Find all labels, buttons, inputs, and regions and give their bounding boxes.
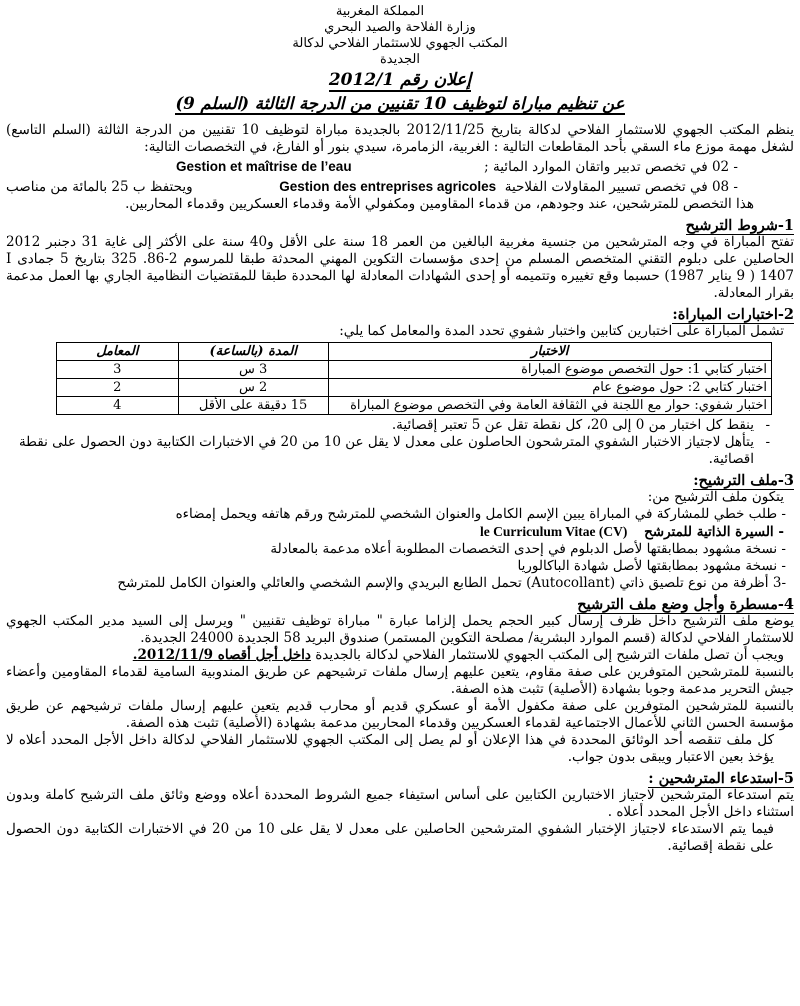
exam-name: اختبار كتابي 1: حول التخصص موضوع المباراة xyxy=(328,361,771,379)
exam-name: اختبار كتابي 2: حول موضوع عام xyxy=(328,379,771,397)
section-5-title: 5-استدعاء المترشحين : xyxy=(648,770,794,787)
exam-name: اختبار شفوي: حوار مع اللجنة في الثقافة العامة وفي التخصص موضوع المباراة xyxy=(328,397,771,415)
specialty-business-fr: Gestion des entreprises agricoles xyxy=(279,179,497,194)
section-1-title: 1-شروط الترشيح xyxy=(685,217,794,234)
file-item-request: - طلب خطي للمشاركة في المباراة يبين الإسم الكامل والعنوان الشخصي للمترشح ورقم هاتفه ويحمل إمضاءه xyxy=(175,506,786,522)
header-city: الجديدة xyxy=(379,52,421,67)
section-2-intro: تشمل المباراة على اختبارين كتابين واختبار شفوي تحدد المدة والمعامل كما يلي: xyxy=(339,323,784,339)
exam-table-header xyxy=(57,343,772,361)
specialty-water-fr: Gestion et maîtrise de l’eau xyxy=(176,159,352,174)
header-ministry: وزارة الفلاحة والصيد البحري xyxy=(324,20,476,35)
letterhead xyxy=(6,4,794,68)
section-4-p5: كل ملف تنقصه أحد الوثائق المحددة في هذا الإعلان أو لم يصل إلى المكتب الجهوي للاستثمار الفلاحي لدكالة داخل الأجل المحدد أعلاه لا يؤخذ بعين الاعتبار ويبقى بدون جواب. xyxy=(6,732,774,765)
exam-duration: 3 س xyxy=(178,361,328,379)
col-coefficient: المعامل xyxy=(57,343,179,361)
file-item-diploma: - نسخة مشهود بمطابقتها لأصل الدبلوم في إحدى التخصصات المطلوبة أعلاه مدعمة بالمعادلة xyxy=(270,541,786,557)
file-item-cv-fr: le Curriculum Vitae (CV) xyxy=(480,524,628,539)
specialty-business xyxy=(6,178,794,196)
table-row xyxy=(57,397,772,415)
col-exam: الاختبار xyxy=(328,343,771,361)
table-row xyxy=(57,379,772,397)
table-row xyxy=(57,361,772,379)
specialty-water-ar: - 02 في تخصص تدبير واتقان الموارد المائية ; xyxy=(484,159,738,175)
section-4-p1: يوضع ملف الترشيح داخل ظرف إرسال كبير الحجم يحمل إلزاما عبارة " مباراة توظيف تقنيين " ويرسل إلى السيد مدير المكتب الجهوي للاستثمار الفلاحي لدكالة (قسم الموارد البشرية/ مصلحة التكوين المستمر) صندوق البريد 58 الجديدة 24000 الجديدة. xyxy=(6,613,794,646)
section-4-deadline-b: داخل أجل أقصاه 2012/11/9. xyxy=(132,647,311,663)
file-item-envelopes-b: (Autocollant) xyxy=(526,575,616,591)
announcement-title: إعلان رقم 2012/1 xyxy=(328,70,472,90)
exam-coefficient: 2 xyxy=(57,379,179,397)
file-item-cv xyxy=(6,523,794,541)
exam-coefficient: 4 xyxy=(57,397,179,415)
specialty-business-quota: ويحتفظ ب 25 بالمائة من مناصب xyxy=(6,179,193,195)
specialty-water xyxy=(6,158,794,176)
section-4-title: 4-مسطرة وأجل وضع ملف الترشيح xyxy=(577,596,794,613)
oral-qualification-note: - يتأهل لاجتياز الاختبار الشفوي المترشحون الحاصلون على معدل لا يقل عن 10 من 20 في الاختبارات الكتابية دون الحصول على نقطة اقصائية. xyxy=(6,434,794,468)
section-3-title: 3-ملف الترشيح: xyxy=(693,472,794,489)
file-item-envelopes-a: -3 أظرفة من نوع تلصيق ذاتي xyxy=(619,575,786,591)
section-1-text: تفتح المباراة في وجه المترشحين من جنسية مغربية البالغين من العمر 18 سنة على الأقل و40 سنة على الأكثر إلى غاية 31 دجنبر 2012 الحاصلين على دبلوم التقني المتخصص المسلم من إحدى مؤسسات التكوين المهني المحدثة طبقا للمرسوم 2-86. 325 بتاريخ 5 جمادى I 1407 ( 9 يناير 1987) حسبما وقع تغييره وتتميمه أو إحدى الشهادات المعادلة لها المحددة طبقا للمقتضيات النظامية الجاري بها العمل مدعمة بقرار المعادلة. xyxy=(6,234,794,301)
section-5-p2: فيما يتم الاستدعاء لاجتياز الإختبار الشفوي المترشحين الحاصلين على معدل لا يقل على 10 من 20 في الاختبارات الكتابية دون الحصول على نقطة إقصائية. xyxy=(6,821,774,854)
file-item-cv-ar: - السيرة الذاتية للمترشح xyxy=(644,524,784,540)
section-2-title: 2-اختبارات المباراة: xyxy=(672,306,794,323)
col-duration: المدة (بالساعة) xyxy=(178,343,328,361)
header-office: المكتب الجهوي للاستثمار الفلاحي لدكالة xyxy=(292,36,508,51)
exam-table xyxy=(56,342,772,415)
file-item-envelopes-c: تحمل الطابع البريدي والإسم الشخصي والعائلي والعنوان الكامل للمترشح xyxy=(117,575,522,591)
exam-coefficient: 3 xyxy=(57,361,179,379)
reserve-note: هذا التخصص للمترشحين، عند وجودهم، من قدماء المقاومين ومكفولي الأمة وقدماء العسكريين وقدماء المحاربين. xyxy=(125,196,754,212)
file-item-envelopes xyxy=(6,575,794,592)
exam-duration: 2 س xyxy=(178,379,328,397)
section-3-intro: يتكون ملف الترشيح من: xyxy=(647,489,784,505)
section-5-p1: يتم استدعاء المترشحين لاجتياز الاختبارين الكتابين على أساس استيفاء جميع الشروط المحددة أعلاه ووضع وثائق ملف الترشيح كاملة وبدون استثناء داخل الأجل المحدد أعلاه . xyxy=(6,787,794,820)
section-4-p3: بالنسبة للمترشحين المتوفرين على صفة مقاوم، يتعين عليهم إرسال ملفات ترشيحهم عن طريق المندوبية السامية لقدماء المقاومين وأعضاء جيش التحرير مدعمة وجوبا بشهادة (الأصلية) تثبت هذه الصفة. xyxy=(6,664,794,697)
section-4-deadline xyxy=(6,647,794,664)
announcement-subtitle: عن تنظيم مباراة لتوظيف 10 تقنيين من الدرجة الثالثة (السلم 9) xyxy=(175,94,625,113)
header-kingdom: المملكة المغربية xyxy=(335,4,425,19)
exam-duration: 15 دقيقة على الأقل xyxy=(178,397,328,415)
scoring-note: - ينقط كل اختبار من 0 إلى 20، كل نقطة تقل عن 5 تعتبر إقصائية. xyxy=(6,417,794,434)
section-4-deadline-a: ويجب أن تصل ملفات الترشيح إلى المكتب الجهوي للاستثمار الفلاحي لدكالة بالجديدة xyxy=(315,647,784,663)
section-4-p4: بالنسبة للمترشحين المتوفرين على صفة مكفول الأمة أو عسكري قديم أو محارب قديم يتعين عليهم إرسال ملفات ترشيحهم عن طريق مؤسسة الحسن الثاني للأعمال الاجتماعية لقدماء العسكريين وقدماء المحاربين مدعمة بشهادة (الأصلية) تثبت هذه الصفة. xyxy=(6,698,794,731)
specialty-business-ar: - 08 في تخصص تسيير المقاولات الفلاحية xyxy=(504,179,738,195)
intro-paragraph: ينظم المكتب الجهوي للاستثمار الفلاحي لدكالة بتاريخ 2012/11/25 بالجديدة مباراة لتوظيف 10 تقنيين من الدرجة الثالثة (السلم التاسع) لشغل مهمة موزع ماء السقي بأحد المقاطعات التالية : الغربية، الزمامرة، سيدي بنور أو الفارغ، في التخصصات التالية: xyxy=(6,122,794,155)
file-item-bac: - نسخة مشهود بمطابقتها لأصل شهادة الباكالوريا xyxy=(517,558,786,574)
